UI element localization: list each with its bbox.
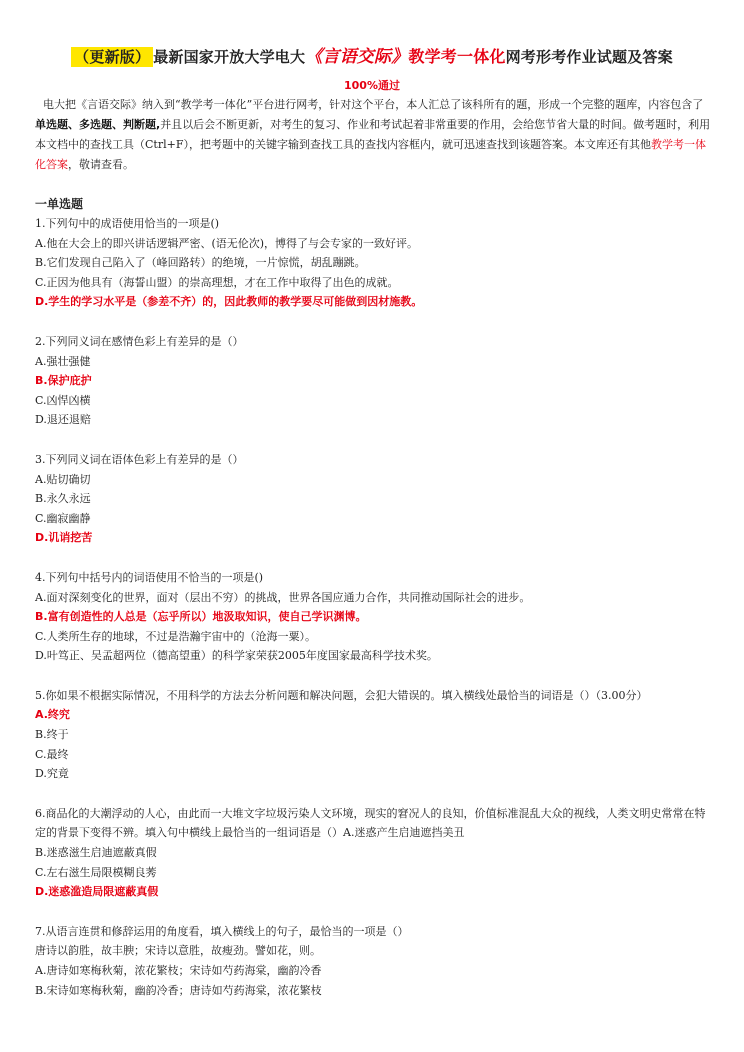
document-title <box>0 42 744 67</box>
correct-option: D.讥诮挖苦 <box>35 531 93 545</box>
section-title: 一单选题 <box>35 197 84 211</box>
exam-mode: 教学考一体化 <box>408 47 506 66</box>
option: A.贴切确切 <box>35 472 91 486</box>
question-stem: 3.下列同义词在语体色彩上有差异的是（） <box>35 452 244 466</box>
option: D.退还退赔 <box>35 413 91 427</box>
option: B.宋诗如寒梅秋菊，幽韵冷香；唐诗如芍药海棠，浓花繁枝 <box>35 983 322 997</box>
title-prefix: 最新国家开放大学电大 <box>153 48 306 66</box>
option: B.迷惑滋生启迪遮蔽真假 <box>35 846 157 860</box>
option: C.正因为他具有（海誓山盟）的崇高理想，才在工作中取得了出色的成就。 <box>35 275 399 289</box>
intro-question-types: 单选题、多选题、判断题, <box>35 118 161 131</box>
intro-text-2: 并且以后会不断更新，对考生的复习、作业和考试起着非常重要的作用，会给您节省大量的时间。做考题时，利用本文档中的查找工具（Ctrl+F），把考题中的关键字输到查找工具的查找内容框内，就可迅速查找到该题答案。本文库还有其他 <box>35 118 711 151</box>
intro-text-3: ，敬请查看。 <box>68 158 134 171</box>
title-suffix: 网考形考作业试题及答案 <box>505 48 673 66</box>
question-item <box>35 450 715 548</box>
option: C.凶悍凶横 <box>35 393 91 407</box>
question-item <box>35 922 715 1000</box>
question-item <box>35 214 715 312</box>
update-badge: （更新版） <box>71 47 153 67</box>
option: C.幽寂幽静 <box>35 511 91 525</box>
correct-option: B.富有创造性的人总是（忘乎所以）地汲取知识，使自己学识渊博。 <box>35 610 367 624</box>
option: A.面对深刻变化的世界，面对（层出不穷）的挑战，世界各国应通力合作，共同推动国际社会的进步。 <box>35 590 531 604</box>
question-stem: 4.下列句中括号内的词语使用不恰当的一项是() <box>35 570 264 584</box>
question-item <box>35 332 715 430</box>
option: C.人类所生存的地球，不过是浩瀚宇宙中的（沧海一粟）。 <box>35 629 317 643</box>
option: D.究竟 <box>35 767 69 781</box>
option: A.唐诗如寒梅秋菊，浓花繁枝；宋诗如芍药海棠，幽韵冷香 <box>35 964 322 977</box>
course-name: 《言语交际》 <box>305 47 409 67</box>
question-context: 唐诗以韵胜，故丰腴；宋诗以意胜，故瘦劲。譬如花，则。 <box>35 944 321 958</box>
option: B.它们发现自己陷入了（峰回路转）的绝境，一片惊慌，胡乱蹦跳。 <box>35 256 366 270</box>
question-item <box>35 568 715 666</box>
intro-text-1: 电大把《言语交际》纳入到“教学考一体化”平台进行网考，针对这个平台，本人汇总了该科所有的题，形成一个完整的题库，内容包含了 <box>43 98 704 111</box>
question-stem: 6.商品化的大潮浮动的人心，由此而一大堆文字垃圾污染人文环境，现实的窘况人的良知，价值标准混乱大众的视线，人类文明史常常在特定的背景下变得不辨。填入句中横线上最恰当的一组词语是（）A.迷惑产生启迪遮挡美丑 <box>35 806 706 840</box>
question-stem: 7.从语言连贯和修辞运用的角度看，填入横线上的句子，最恰当的一项是（） <box>35 924 409 938</box>
correct-option: B.保护庇护 <box>35 374 92 388</box>
option: C.最终 <box>35 747 69 761</box>
intro-paragraph <box>35 95 713 175</box>
question-stem: 2.下列同义词在感情色彩上有差异的是（） <box>35 334 244 348</box>
pass-rate-subtitle: 100%通过 <box>344 79 400 92</box>
correct-option: A.终究 <box>35 708 70 722</box>
correct-option: D.学生的学习水平是（参差不齐）的，因此教师的教学要尽可能做到因材施教。 <box>35 295 423 309</box>
option: A.强壮强健 <box>35 354 91 368</box>
option: C.左右滋生局限模糊良莠 <box>35 865 157 879</box>
intro-link[interactable]: 教学考一体化答案 <box>35 138 706 171</box>
option: B.永久永远 <box>35 492 91 506</box>
question-stem: 5.你如果不根据实际情况，不用科学的方法去分析问题和解决问题，会犯大错误的。填入横线处最恰当的词语是（）（3.00分） <box>35 688 648 702</box>
option: A.他在大会上的即兴讲话逻辑严密、(语无伦次)，博得了与会专家的一致好评。 <box>35 236 419 250</box>
option: B.终于 <box>35 728 69 742</box>
option: D.叶笃正、吴孟超两位（德高望重）的科学家荣获2005年度国家最高科学技术奖。 <box>35 649 438 663</box>
correct-option: D.迷惑滥造局限遮蔽真假 <box>35 885 159 899</box>
question-item <box>35 804 715 902</box>
question-list <box>35 190 715 1020</box>
question-item <box>35 686 715 784</box>
question-stem: 1.下列句中的成语使用恰当的一项是() <box>35 217 220 230</box>
